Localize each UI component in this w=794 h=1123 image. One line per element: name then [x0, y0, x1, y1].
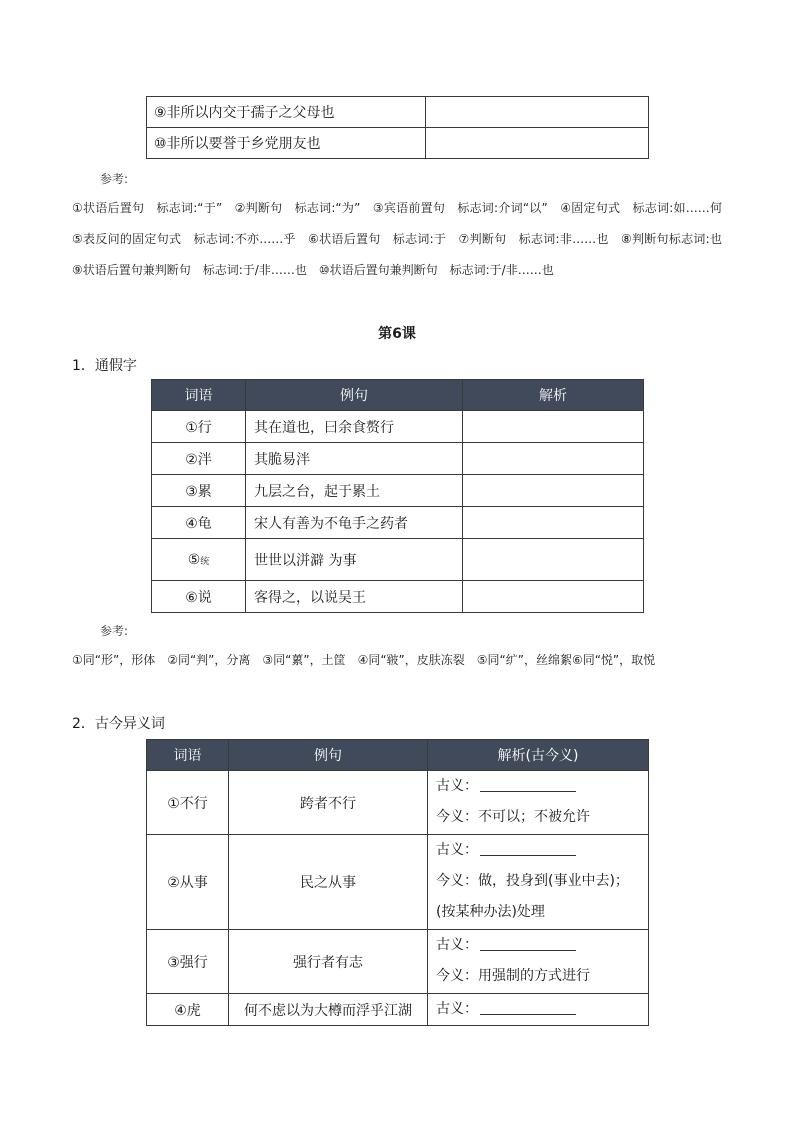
table-row: [152, 411, 644, 443]
header-word: 词语: [152, 380, 246, 411]
top-table: [146, 96, 649, 159]
example-cell: 何不虑以为大樽而浮乎江湖: [229, 994, 428, 1026]
section-title-gujinyiyi: 2．古今异义词: [72, 716, 165, 732]
table-row: [147, 930, 649, 994]
example-cell: 其脆易泮: [246, 443, 463, 475]
word-cell: ④龟: [152, 507, 246, 539]
example-cell: 世世以洴澼 为事: [246, 539, 463, 581]
answer-cell[interactable]: [426, 97, 649, 128]
table-row: [152, 475, 644, 507]
sentence-cell: ⑨非所以内交于孺子之父母也: [147, 97, 426, 128]
analysis-cell: [428, 994, 649, 1026]
table-row: [152, 443, 644, 475]
example-cell: 民之从事: [229, 835, 428, 930]
analysis-cell[interactable]: [463, 581, 644, 613]
lesson-title: 第6课: [378, 326, 416, 342]
header-example: 例句: [246, 380, 463, 411]
example-cell: 强行者有志: [229, 930, 428, 994]
word-cell: ④虎: [147, 994, 229, 1026]
analysis-cell[interactable]: [463, 411, 644, 443]
word-cell: ①不行: [147, 771, 229, 835]
word-cell: ②从事: [147, 835, 229, 930]
header-example: 例句: [229, 740, 428, 771]
table-row: [147, 835, 649, 930]
analysis-cell[interactable]: [463, 475, 644, 507]
table-row: [147, 97, 649, 128]
word-cell: ②泮: [152, 443, 246, 475]
example-cell: 九层之台，起于累土: [246, 475, 463, 507]
reference-text: ①状语后置句 标志词:“于” ②判断句 标志词:“为” ③宾语前置句 标志词:介词“以” ④固定句式 标志词:如……何 ⑤表反问的固定句式 标志词:不亦……乎 ⑥状语后置句 标志词:于 ⑦判断句 标志词:非……也 ⑧判断句标志词:也 ⑨状语后置句兼判断句 标志词:于/非……也 ⑩状语后置句兼判断句 标志词:于/非……也: [72, 201, 735, 277]
table-header: [147, 740, 649, 771]
table-row: [152, 539, 644, 581]
gujinyiyi-table: [146, 739, 649, 1026]
word-cell: ①行: [152, 411, 246, 443]
gu-answer-blank[interactable]: [480, 777, 576, 792]
table-header: [152, 380, 644, 411]
gu-label: 古义：: [436, 842, 478, 858]
table-row: [152, 581, 644, 613]
example-cell: 跨者不行: [229, 771, 428, 835]
sentence-cell: ⑩非所以要誉于乡党朋友也: [147, 128, 426, 159]
reference-label: 参考:: [100, 172, 129, 186]
analysis-cell: [428, 835, 649, 930]
example-cell: 客得之，以说吴王: [246, 581, 463, 613]
table-row: [147, 771, 649, 835]
header-analysis: 解析: [463, 380, 644, 411]
example-cell: 宋人有善为不龟手之药者: [246, 507, 463, 539]
jin-meaning: 今义：不可以；不被允许: [436, 809, 590, 825]
word-number: ⑤: [187, 551, 201, 568]
word-cell: ⑥说: [152, 581, 246, 613]
gu-answer-blank[interactable]: [480, 1000, 576, 1015]
word-cell: [152, 539, 246, 581]
table-row: [147, 994, 649, 1026]
gu-answer-blank[interactable]: [480, 841, 576, 856]
reference-label: 参考:: [100, 624, 129, 638]
example-cell: 其在道也，曰余食赘行: [246, 411, 463, 443]
jin-meaning: 今义：做，投身到(事业中去)；(按某种办法)处理: [436, 873, 629, 920]
gu-answer-blank[interactable]: [480, 936, 576, 951]
header-analysis: 解析(古今义): [428, 740, 649, 771]
gu-label: 古义：: [436, 778, 478, 794]
answer-cell[interactable]: [426, 128, 649, 159]
tongjiazi-table: [151, 379, 644, 613]
analysis-cell[interactable]: [463, 539, 644, 581]
section-title-tongjiazi: 1．通假字: [72, 358, 137, 374]
word-char-small: 统: [200, 556, 210, 567]
jin-meaning: 今义：用强制的方式进行: [436, 968, 590, 984]
gu-label: 古义：: [436, 1001, 478, 1017]
header-word: 词语: [147, 740, 229, 771]
analysis-cell: [428, 771, 649, 835]
analysis-cell[interactable]: [463, 443, 644, 475]
reference-text: ①同“形”，形体 ②同“判”，分离 ③同“蔂”，土筐 ④同“皲”，皮肤冻裂 ⑤同“纩”，丝绵絮⑥同“悦”，取悦: [72, 653, 656, 667]
word-cell: ③强行: [147, 930, 229, 994]
analysis-cell[interactable]: [463, 507, 644, 539]
analysis-cell: [428, 930, 649, 994]
gu-label: 古义：: [436, 937, 478, 953]
table-row: [147, 128, 649, 159]
table-row: [152, 507, 644, 539]
word-cell: ③累: [152, 475, 246, 507]
